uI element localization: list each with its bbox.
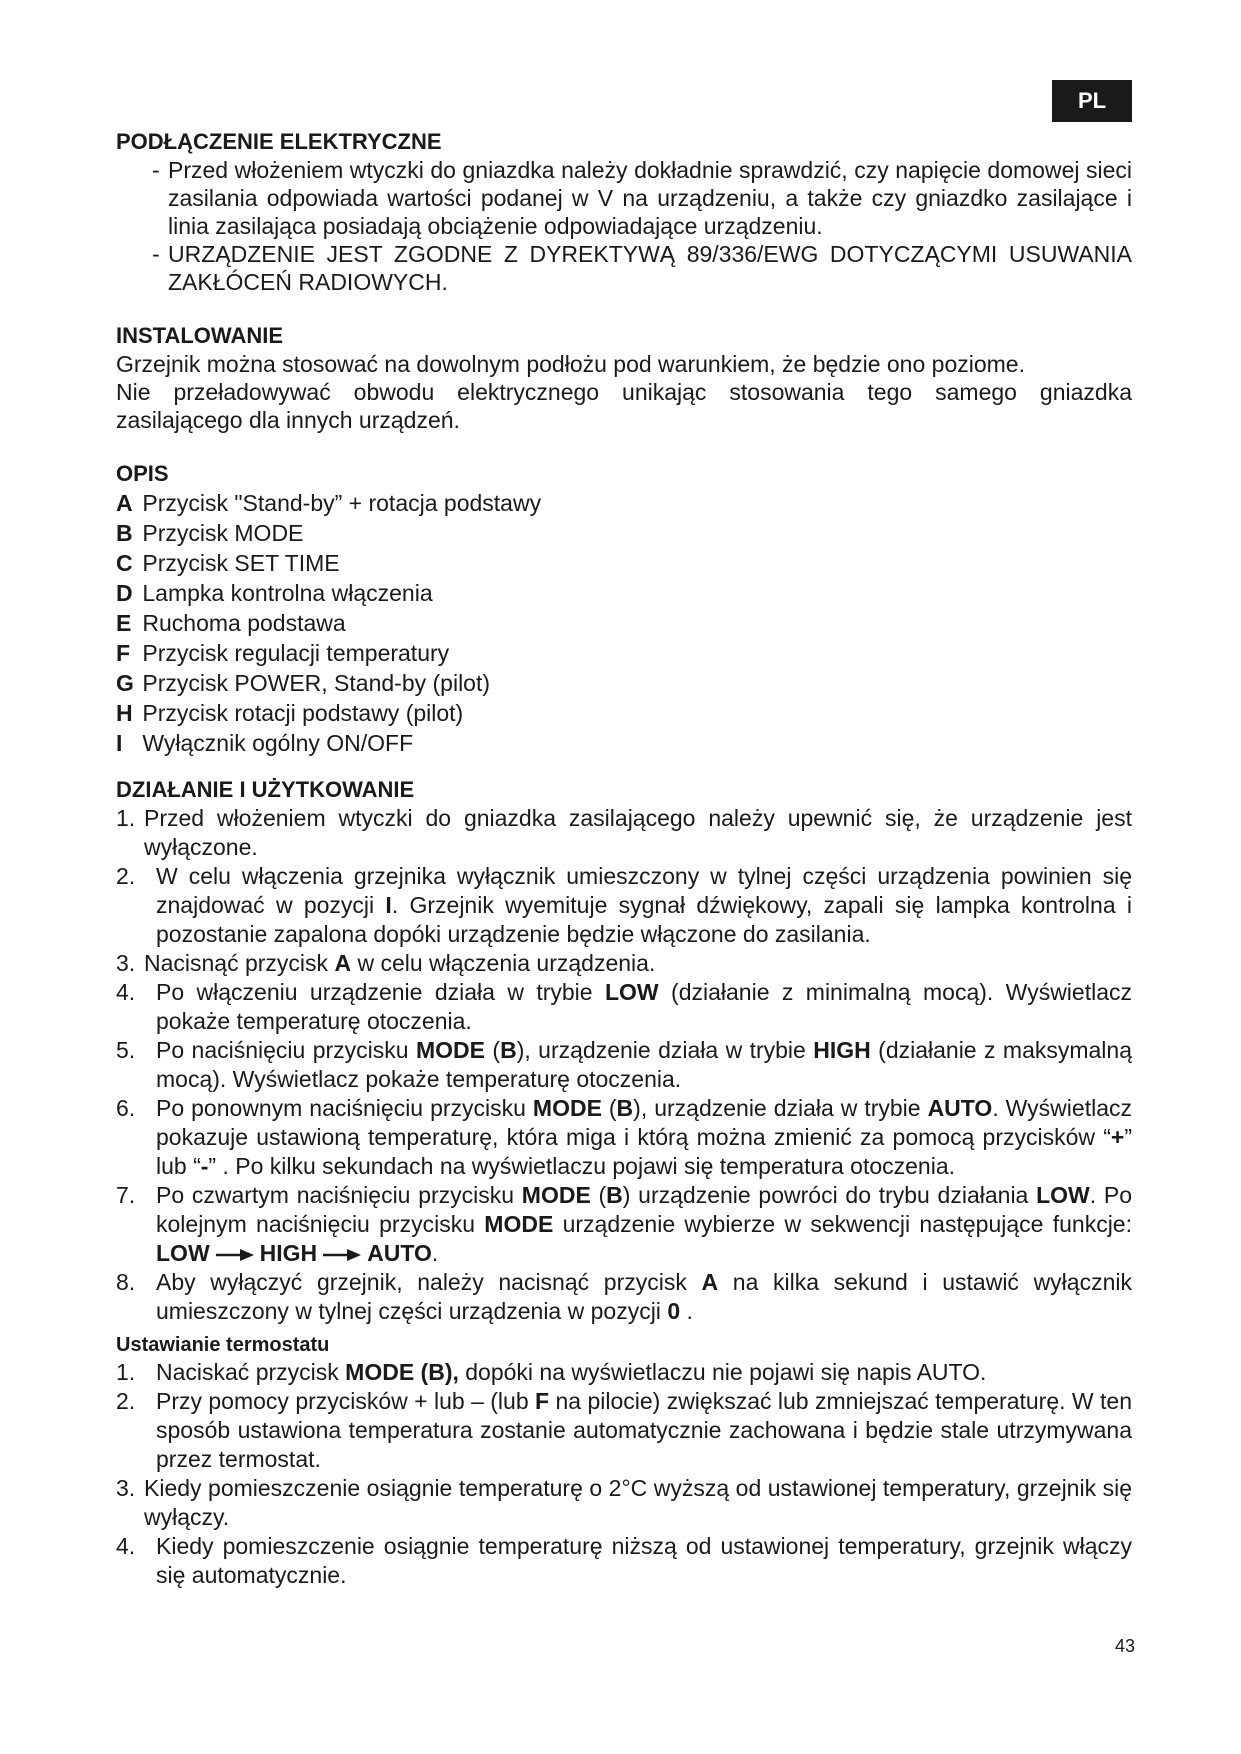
step-text: Naciskać przycisk MODE (B), dopóki na wyświetlaczu nie pojawi się napis AUTO. — [156, 1359, 987, 1385]
description-item — [116, 578, 1132, 608]
operation-step-8 — [116, 1268, 1132, 1326]
description-letter: C — [116, 550, 133, 576]
step-number: 1. — [116, 805, 136, 831]
description-item — [116, 608, 1132, 638]
installation-paragraph-1: Grzejnik można stosować na dowolnym podłożu pod warunkiem, że będzie ono poziome. — [116, 351, 1025, 377]
operation-step-6 — [116, 1094, 1132, 1181]
description-text: Przycisk regulacji temperatury — [142, 640, 450, 666]
description-list — [116, 488, 1132, 758]
electrical-bullet-1-text: Przed włożeniem wtyczki do gniazdka należy dokładnie sprawdzić, czy napięcie domowej sieci zasilania odpowiada wartości podanej w V na urządzeniu, a także czy gniazdko zasilające i linia zasilająca posiadają obciążenie odpowiadające urządzeniu. — [168, 157, 1132, 239]
description-letter: E — [116, 610, 132, 636]
description-item — [116, 548, 1132, 578]
description-item — [116, 518, 1132, 548]
language-badge: PL — [1052, 80, 1132, 122]
description-text: Przycisk rotacji podstawy (pilot) — [142, 700, 464, 726]
step-number: 8. — [116, 1269, 136, 1295]
description-item — [116, 638, 1132, 668]
step-number: 4. — [116, 979, 136, 1005]
description-text: Wyłącznik ogólny ON/OFF — [142, 730, 414, 756]
step-number: 1. — [116, 1359, 136, 1385]
electrical-bullet-1: - Przed włożeniem wtyczki do gniazdka należy dokładnie sprawdzić, czy napięcie domowej sieci zasilania odpowiada wartości podanej w V na urządzeniu, a także czy gniazdko zasilające i linia zasilająca posiadają obciążenie odpowiadające urządzeniu. — [152, 157, 1132, 239]
step-text: Po czwartym naciśnięciu przycisku MODE (B) urządzenie powróci do trybu działania LOW. Po kolejnym naciśnięciu przycisku MODE urządzenie wybierze w sekwencji następujące funkcje: LOW HIGH AUTO. — [156, 1182, 1132, 1266]
thermostat-step-4 — [116, 1532, 1132, 1590]
operation-step-7 — [116, 1181, 1132, 1268]
description-letter: D — [116, 580, 133, 606]
description-letter: I — [116, 730, 123, 756]
description-text: Ruchoma podstawa — [142, 610, 346, 636]
step-text: Kiedy pomieszczenie osiągnie temperaturę niższą od ustawionej temperatury, grzejnik włączy się automatycznie. — [156, 1533, 1132, 1588]
installation-paragraph-2: Nie przeładowywać obwodu elektrycznego unikając stosowania tego samego gniazdka zasilającego dla innych urządzeń. — [116, 379, 1132, 433]
step-number: 2. — [116, 1388, 136, 1414]
electrical-bullet-2: - URZĄDZENIE JEST ZGODNE Z DYREKTYWĄ 89/336/EWG DOTYCZĄCYMI USUWANIA ZAKŁÓCEŃ RADIOWYCH. — [152, 241, 1132, 295]
step-number: 2. — [116, 863, 136, 889]
step-text: Przy pomocy przycisków + lub – (lub F na pilocie) zwiększać lub zmniejszać temperaturę. W ten sposób ustawiona temperatura zostanie automatycznie zachowana i będzie stale utrzymywana przez termostat. — [156, 1388, 1132, 1472]
operation-step-1 — [116, 804, 1132, 862]
thermostat-step-3 — [116, 1474, 1132, 1532]
step-number: 5. — [116, 1037, 136, 1063]
arrow-right-icon — [323, 1249, 361, 1261]
description-text: Lampka kontrolna włączenia — [142, 580, 433, 606]
step-text: Po włączeniu urządzenie działa w trybie LOW (działanie z minimalną mocą). Wyświetlacz pokaże temperaturę otoczenia. — [156, 979, 1132, 1034]
operation-step-2 — [116, 862, 1132, 949]
section-title-installation: INSTALOWANIE — [116, 323, 284, 348]
step-text: Po ponownym naciśnięciu przycisku MODE (B), urządzenie działa w trybie AUTO. Wyświetlacz pokazuje ustawioną temperaturę, która miga i którą można zmienić za pomocą przycisków “+” lub “-” . Po kilku sekundach na wyświetlaczu pojawi się temperatura otoczenia. — [156, 1095, 1132, 1179]
step-number: 3. — [116, 950, 136, 976]
description-item — [116, 728, 1132, 758]
operation-step-5 — [116, 1036, 1132, 1094]
arrow-right-icon — [216, 1249, 254, 1261]
step-text: Przed włożeniem wtyczki do gniazdka zasilającego należy upewnić się, że urządzenie jest wyłączone. — [144, 805, 1132, 860]
section-title-description: OPIS — [116, 461, 169, 486]
description-text: Przycisk POWER, Stand-by (pilot) — [142, 670, 491, 696]
description-item — [116, 698, 1132, 728]
step-number: 4. — [116, 1533, 136, 1559]
description-item — [116, 488, 1132, 518]
description-text: Przycisk MODE — [142, 520, 304, 546]
section-title-electrical: PODŁĄCZENIE ELEKTRYCZNE — [116, 129, 442, 154]
thermostat-step-2 — [116, 1387, 1132, 1474]
step-number: 6. — [116, 1095, 136, 1121]
operation-step-4 — [116, 978, 1132, 1036]
step-text: W celu włączenia grzejnika wyłącznik umieszczony w tylnej części urządzenia powinien się znajdować w pozycji I. Grzejnik wyemituje sygnał dźwiękowy, zapali się lampka kontrolna i pozostanie zapalona dopóki urządzenie będzie włączone do zasilania. — [156, 863, 1133, 947]
electrical-bullet-2-text: URZĄDZENIE JEST ZGODNE Z DYREKTYWĄ 89/336/EWG DOTYCZĄCYMI USUWANIA ZAKŁÓCEŃ RADIOWYCH. — [168, 241, 1132, 295]
thermostat-step-1 — [116, 1358, 1132, 1387]
step-text: Kiedy pomieszczenie osiągnie temperaturę o 2°C wyższą od ustawionej temperatury, grzejnik się wyłączy. — [144, 1475, 1132, 1530]
step-text: Nacisnąć przycisk A w celu włączenia urządzenia. — [144, 950, 656, 976]
page-content — [116, 128, 1132, 1590]
section-title-operation: DZIAŁANIE I UŻYTKOWANIE — [116, 777, 415, 802]
page-number: 43 — [1114, 1636, 1135, 1656]
description-text: Przycisk "Stand-by” + rotacja podstawy — [142, 490, 542, 516]
description-letter: G — [116, 670, 134, 696]
step-number: 3. — [116, 1475, 136, 1501]
description-letter: A — [116, 490, 133, 516]
description-letter: F — [116, 640, 131, 666]
step-number: 7. — [116, 1182, 136, 1208]
operation-step-3 — [116, 949, 1132, 978]
description-text: Przycisk SET TIME — [142, 550, 340, 576]
description-item — [116, 668, 1132, 698]
step-text: Po naciśnięciu przycisku MODE (B), urządzenie działa w trybie HIGH (działanie z maksymalną mocą). Wyświetlacz pokaże temperaturę otoczenia. — [156, 1037, 1133, 1092]
step-text: Aby wyłączyć grzejnik, należy nacisnąć przycisk A na kilka sekund i ustawić wyłącznik umieszczony w tylnej części urządzenia w pozycji 0 . — [156, 1269, 1132, 1324]
description-letter: H — [116, 700, 133, 726]
section-title-thermostat: Ustawianie termostatu — [116, 1334, 330, 1356]
description-letter: B — [116, 520, 133, 546]
